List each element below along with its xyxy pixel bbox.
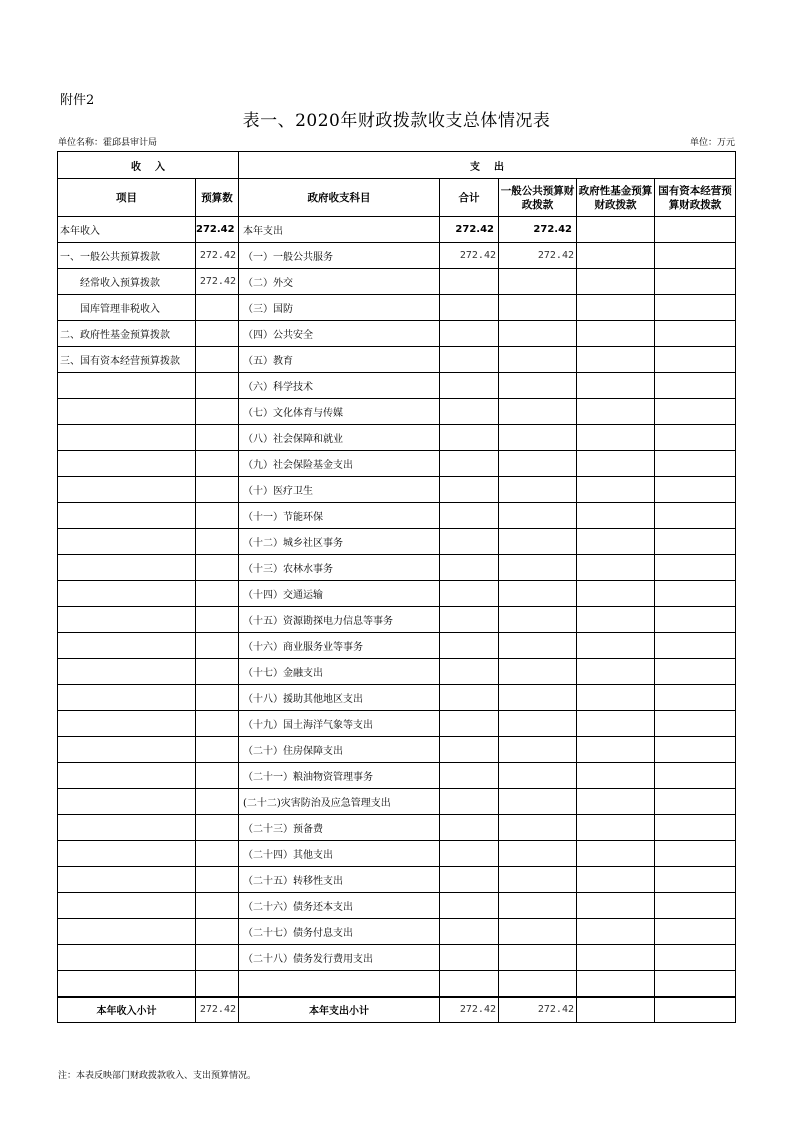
unit-name: 单位名称：霍邱县审计局 [58, 138, 158, 148]
income-item-cell [58, 893, 196, 919]
income-budget-cell [196, 477, 239, 503]
expense-state-cell [655, 763, 736, 789]
table-row [58, 243, 736, 269]
income-budget-cell [196, 555, 239, 581]
expense-total-cell [440, 841, 499, 867]
expense-subtotal-state [655, 997, 736, 1023]
expense-fund-cell [577, 295, 655, 321]
table-row [58, 893, 736, 919]
income-budget-cell [196, 503, 239, 529]
expense-subject-cell [239, 971, 440, 997]
income-item-cell [58, 945, 196, 971]
expense-total-cell [440, 763, 499, 789]
expense-state-cell [655, 425, 736, 451]
income-budget-cell [196, 451, 239, 477]
expense-general-cell [499, 607, 577, 633]
table-row [58, 633, 736, 659]
col-item: 项目 [58, 179, 196, 217]
income-budget-cell [196, 893, 239, 919]
subtotal-row [58, 997, 736, 1023]
expense-state-cell [655, 945, 736, 971]
income-item-cell [58, 581, 196, 607]
expense-fund-cell [577, 243, 655, 269]
expense-total-cell [440, 269, 499, 295]
expense-fund-cell [577, 737, 655, 763]
expense-state-cell [655, 295, 736, 321]
income-budget-cell [196, 867, 239, 893]
income-item-cell [58, 841, 196, 867]
expense-fund-cell [577, 321, 655, 347]
expense-total-cell: 272.42 [440, 217, 499, 243]
expense-state-cell [655, 607, 736, 633]
expense-fund-cell [577, 711, 655, 737]
income-item-cell [58, 919, 196, 945]
expense-state-cell [655, 789, 736, 815]
expense-subject-cell: （六）科学技术 [239, 373, 440, 399]
income-item-cell [58, 633, 196, 659]
table-row [58, 295, 736, 321]
expense-state-cell [655, 711, 736, 737]
expense-total-cell [440, 893, 499, 919]
expense-subject-cell: （二十六）债务还本支出 [239, 893, 440, 919]
table-row [58, 659, 736, 685]
expense-total-cell [440, 373, 499, 399]
expense-subject-cell: （二十一）粮油物资管理事务 [239, 763, 440, 789]
expense-state-cell [655, 347, 736, 373]
footnote: 注：本表反映部门财政拨款收入、支出预算情况。 [58, 1071, 257, 1081]
expense-fund-cell [577, 867, 655, 893]
expense-fund-cell [577, 685, 655, 711]
income-item-cell [58, 815, 196, 841]
expense-subject-cell: （二十八）债务发行费用支出 [239, 945, 440, 971]
table-row [58, 555, 736, 581]
col-budget: 预算数 [196, 179, 239, 217]
expense-subject-cell: （十）医疗卫生 [239, 477, 440, 503]
expense-state-cell [655, 737, 736, 763]
expense-general-cell [499, 451, 577, 477]
expense-fund-cell [577, 217, 655, 243]
table-row [58, 815, 736, 841]
expense-state-cell [655, 867, 736, 893]
col-gov-subject: 政府收支科目 [239, 179, 440, 217]
expense-general-cell [499, 919, 577, 945]
income-item-cell [58, 711, 196, 737]
income-budget-cell [196, 841, 239, 867]
expense-general-cell: 272.42 [499, 243, 577, 269]
expense-header: 支 出 [239, 152, 736, 179]
expense-total-cell [440, 607, 499, 633]
income-item-cell [58, 451, 196, 477]
expense-total-cell [440, 815, 499, 841]
expense-fund-cell [577, 945, 655, 971]
table-row [58, 269, 736, 295]
table-row [58, 685, 736, 711]
expense-subtotal-fund [577, 997, 655, 1023]
expense-general-cell [499, 503, 577, 529]
expense-fund-cell [577, 373, 655, 399]
expense-fund-cell [577, 347, 655, 373]
budget-table [57, 151, 736, 1023]
income-budget-cell [196, 607, 239, 633]
expense-state-cell [655, 373, 736, 399]
expense-general-cell: 272.42 [499, 217, 577, 243]
expense-subject-cell: （十一）节能环保 [239, 503, 440, 529]
income-budget-cell [196, 659, 239, 685]
income-budget-cell [196, 295, 239, 321]
expense-subject-cell: （一）一般公共服务 [239, 243, 440, 269]
income-item-cell: 一、一般公共预算拨款 [58, 243, 196, 269]
expense-subject-cell: （七）文化体育与传媒 [239, 399, 440, 425]
table-row [58, 841, 736, 867]
expense-fund-cell [577, 893, 655, 919]
expense-state-cell [655, 477, 736, 503]
expense-subtotal-label: 本年支出小计 [239, 997, 440, 1023]
income-budget-cell [196, 685, 239, 711]
expense-fund-cell [577, 503, 655, 529]
income-item-cell [58, 789, 196, 815]
income-subtotal-value: 272.42 [196, 997, 239, 1023]
expense-total-cell [440, 971, 499, 997]
expense-state-cell [655, 269, 736, 295]
expense-total-cell: 272.42 [440, 243, 499, 269]
expense-general-cell [499, 685, 577, 711]
income-budget-cell [196, 763, 239, 789]
expense-fund-cell [577, 633, 655, 659]
table-row [58, 217, 736, 243]
expense-subtotal-general: 272.42 [499, 997, 577, 1023]
expense-total-cell [440, 945, 499, 971]
income-budget-cell [196, 919, 239, 945]
income-header: 收 入 [58, 152, 239, 179]
col-fund: 政府性基金预算财政拨款 [577, 179, 655, 217]
income-budget-cell [196, 529, 239, 555]
expense-subject-cell: （十六）商业服务业等事务 [239, 633, 440, 659]
expense-general-cell [499, 529, 577, 555]
expense-fund-cell [577, 815, 655, 841]
income-item-cell [58, 763, 196, 789]
expense-total-cell [440, 867, 499, 893]
expense-general-cell [499, 737, 577, 763]
table-row [58, 581, 736, 607]
income-budget-cell [196, 581, 239, 607]
table-row [58, 347, 736, 373]
income-budget-cell [196, 711, 239, 737]
expense-state-cell [655, 919, 736, 945]
expense-general-cell [499, 425, 577, 451]
income-budget-cell [196, 399, 239, 425]
expense-general-cell [499, 399, 577, 425]
expense-state-cell [655, 399, 736, 425]
income-budget-cell [196, 425, 239, 451]
expense-subject-cell: （八）社会保障和就业 [239, 425, 440, 451]
expense-state-cell [655, 633, 736, 659]
table-row [58, 711, 736, 737]
income-item-cell: 国库管理非税收入 [58, 295, 196, 321]
table-row [58, 399, 736, 425]
expense-fund-cell [577, 841, 655, 867]
attachment-label: 附件2 [60, 93, 95, 108]
header-row-columns [58, 179, 736, 217]
expense-fund-cell [577, 451, 655, 477]
table-row [58, 945, 736, 971]
expense-general-cell [499, 971, 577, 997]
expense-state-cell [655, 451, 736, 477]
expense-state-cell [655, 555, 736, 581]
table-row [58, 789, 736, 815]
expense-state-cell [655, 217, 736, 243]
expense-total-cell [440, 555, 499, 581]
expense-total-cell [440, 659, 499, 685]
col-total: 合计 [440, 179, 499, 217]
expense-total-cell [440, 321, 499, 347]
expense-state-cell [655, 841, 736, 867]
expense-subject-cell: （十二）城乡社区事务 [239, 529, 440, 555]
expense-subject-cell: （十七）金融支出 [239, 659, 440, 685]
income-budget-cell: 272.42 [196, 243, 239, 269]
expense-subject-cell: （二十四）其他支出 [239, 841, 440, 867]
income-budget-cell [196, 789, 239, 815]
expense-subject-cell: （三）国防 [239, 295, 440, 321]
expense-total-cell [440, 425, 499, 451]
expense-subject-cell: （九）社会保险基金支出 [239, 451, 440, 477]
income-item-cell: 三、国有资本经营预算拨款 [58, 347, 196, 373]
expense-general-cell [499, 893, 577, 919]
expense-subject-cell: 本年支出 [239, 217, 440, 243]
table-row [58, 763, 736, 789]
income-item-cell [58, 659, 196, 685]
expense-subject-cell: （十三）农林水事务 [239, 555, 440, 581]
income-budget-cell [196, 945, 239, 971]
expense-fund-cell [577, 269, 655, 295]
income-item-cell: 二、政府性基金预算拨款 [58, 321, 196, 347]
expense-fund-cell [577, 399, 655, 425]
expense-state-cell [655, 529, 736, 555]
expense-fund-cell [577, 659, 655, 685]
expense-general-cell [499, 711, 577, 737]
expense-total-cell [440, 451, 499, 477]
expense-state-cell [655, 321, 736, 347]
expense-general-cell [499, 321, 577, 347]
expense-general-cell [499, 659, 577, 685]
income-budget-cell [196, 321, 239, 347]
income-budget-cell [196, 373, 239, 399]
expense-subject-cell: （二十三）预备费 [239, 815, 440, 841]
expense-state-cell [655, 243, 736, 269]
expense-fund-cell [577, 477, 655, 503]
expense-general-cell [499, 841, 577, 867]
expense-total-cell [440, 295, 499, 321]
income-item-cell [58, 737, 196, 763]
income-budget-cell [196, 815, 239, 841]
expense-total-cell [440, 347, 499, 373]
expense-subject-cell: （二十）住房保障支出 [239, 737, 440, 763]
income-item-cell: 本年收入 [58, 217, 196, 243]
expense-total-cell [440, 737, 499, 763]
expense-general-cell [499, 295, 577, 321]
income-item-cell [58, 867, 196, 893]
income-budget-cell [196, 737, 239, 763]
expense-subject-cell: （四）公共安全 [239, 321, 440, 347]
income-item-cell: 经常收入预算拨款 [58, 269, 196, 295]
expense-general-cell [499, 789, 577, 815]
table-row [58, 529, 736, 555]
expense-fund-cell [577, 581, 655, 607]
expense-subject-cell: (二十二)灾害防治及应急管理支出 [239, 789, 440, 815]
expense-subject-cell: （二十七）债务付息支出 [239, 919, 440, 945]
expense-total-cell [440, 685, 499, 711]
table-row [58, 477, 736, 503]
expense-fund-cell [577, 555, 655, 581]
income-item-cell [58, 373, 196, 399]
expense-general-cell [499, 373, 577, 399]
expense-subject-cell: （十八）援助其他地区支出 [239, 685, 440, 711]
table-row [58, 503, 736, 529]
expense-total-cell [440, 789, 499, 815]
table-row [58, 971, 736, 997]
expense-subtotal-total: 272.42 [440, 997, 499, 1023]
table-row [58, 607, 736, 633]
col-state: 国有资本经营预算财政拨款 [655, 179, 736, 217]
expense-state-cell [655, 503, 736, 529]
expense-total-cell [440, 711, 499, 737]
income-budget-cell [196, 633, 239, 659]
expense-general-cell [499, 477, 577, 503]
income-item-cell [58, 503, 196, 529]
expense-fund-cell [577, 425, 655, 451]
expense-state-cell [655, 815, 736, 841]
header-row-top [58, 152, 736, 179]
income-item-cell [58, 685, 196, 711]
table-row [58, 451, 736, 477]
expense-state-cell [655, 685, 736, 711]
expense-state-cell [655, 659, 736, 685]
expense-general-cell [499, 867, 577, 893]
page-title: 表一、2020年财政拨款收支总体情况表 [242, 111, 551, 131]
expense-state-cell [655, 893, 736, 919]
table-row [58, 737, 736, 763]
expense-general-cell [499, 347, 577, 373]
expense-fund-cell [577, 529, 655, 555]
expense-general-cell [499, 555, 577, 581]
table-row [58, 867, 736, 893]
table-row [58, 919, 736, 945]
expense-general-cell [499, 269, 577, 295]
income-item-cell [58, 607, 196, 633]
expense-subject-cell: （二十五）转移性支出 [239, 867, 440, 893]
expense-general-cell [499, 815, 577, 841]
expense-state-cell [655, 971, 736, 997]
expense-general-cell [499, 633, 577, 659]
expense-total-cell [440, 581, 499, 607]
table-row [58, 425, 736, 451]
expense-fund-cell [577, 763, 655, 789]
expense-subject-cell: （五）教育 [239, 347, 440, 373]
income-budget-cell [196, 971, 239, 997]
income-budget-cell: 272.42 [196, 217, 239, 243]
income-item-cell [58, 529, 196, 555]
expense-general-cell [499, 763, 577, 789]
expense-fund-cell [577, 971, 655, 997]
expense-total-cell [440, 503, 499, 529]
income-item-cell [58, 555, 196, 581]
table-row [58, 321, 736, 347]
table-row [58, 373, 736, 399]
col-general: 一般公共预算财政拨款 [499, 179, 577, 217]
expense-fund-cell [577, 919, 655, 945]
expense-total-cell [440, 633, 499, 659]
expense-fund-cell [577, 607, 655, 633]
expense-general-cell [499, 945, 577, 971]
expense-total-cell [440, 529, 499, 555]
unit-label: 单位：万元 [689, 138, 735, 148]
income-item-cell [58, 477, 196, 503]
expense-general-cell [499, 581, 577, 607]
expense-total-cell [440, 919, 499, 945]
expense-state-cell [655, 581, 736, 607]
expense-fund-cell [577, 789, 655, 815]
expense-subject-cell: （十九）国土海洋气象等支出 [239, 711, 440, 737]
expense-subject-cell: （二）外交 [239, 269, 440, 295]
income-subtotal-label: 本年收入小计 [58, 997, 196, 1023]
expense-subject-cell: （十五）资源勘探电力信息等事务 [239, 607, 440, 633]
expense-total-cell [440, 399, 499, 425]
income-budget-cell [196, 347, 239, 373]
expense-subject-cell: （十四）交通运输 [239, 581, 440, 607]
income-item-cell [58, 971, 196, 997]
income-budget-cell: 272.42 [196, 269, 239, 295]
income-item-cell [58, 425, 196, 451]
expense-total-cell [440, 477, 499, 503]
income-item-cell [58, 399, 196, 425]
